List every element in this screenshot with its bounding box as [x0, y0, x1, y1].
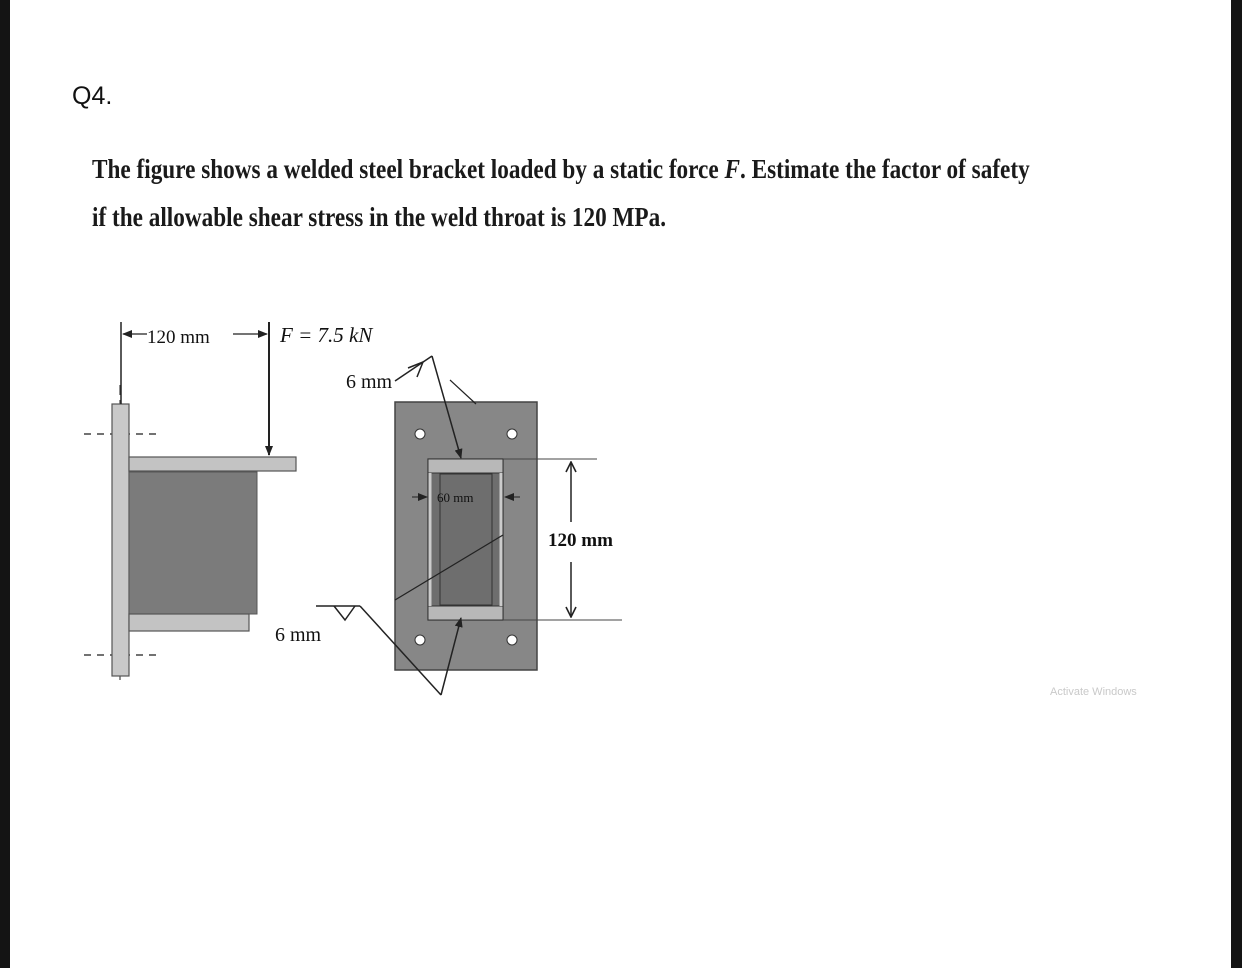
weld-leader-top-tail [450, 380, 476, 404]
height-dim-label: 120 mm [548, 530, 613, 551]
question-number: Q4. [72, 82, 113, 110]
bracket-bottom-strip [129, 614, 249, 631]
width-dim-label: 60 mm [437, 490, 474, 505]
statement-text-1b: . Estimate the factor of safety [739, 154, 1030, 184]
weld-symbol-bottom-triangle [334, 606, 355, 620]
offset-dim-label: 120 mm [147, 327, 210, 348]
force-label: F = 7.5 kN [280, 323, 373, 347]
bolt-hole [507, 429, 517, 439]
side-view [84, 322, 373, 680]
bolt-hole [507, 635, 517, 645]
bolt-hole [415, 429, 425, 439]
statement-line-2: if the allowable shear stress in the weld throat is 120 MPa. [92, 202, 667, 232]
weld-bottom-bar [428, 606, 503, 620]
weld-top-label: 6 mm [346, 371, 393, 393]
weld-symbol-top-ref [395, 356, 432, 381]
bolt-hole [415, 635, 425, 645]
activation-watermark: Activate Windows [1050, 686, 1137, 698]
bracket-body [129, 472, 257, 614]
force-variable: F [724, 154, 740, 184]
column-plate [112, 404, 129, 676]
bracket-top-flange [129, 457, 296, 471]
weld-top-bar [428, 459, 503, 473]
weld-bottom-label: 6 mm [275, 624, 322, 646]
statement-text-1a: The figure shows a welded steel bracket loaded by a static force [92, 154, 725, 184]
front-view [275, 356, 622, 695]
